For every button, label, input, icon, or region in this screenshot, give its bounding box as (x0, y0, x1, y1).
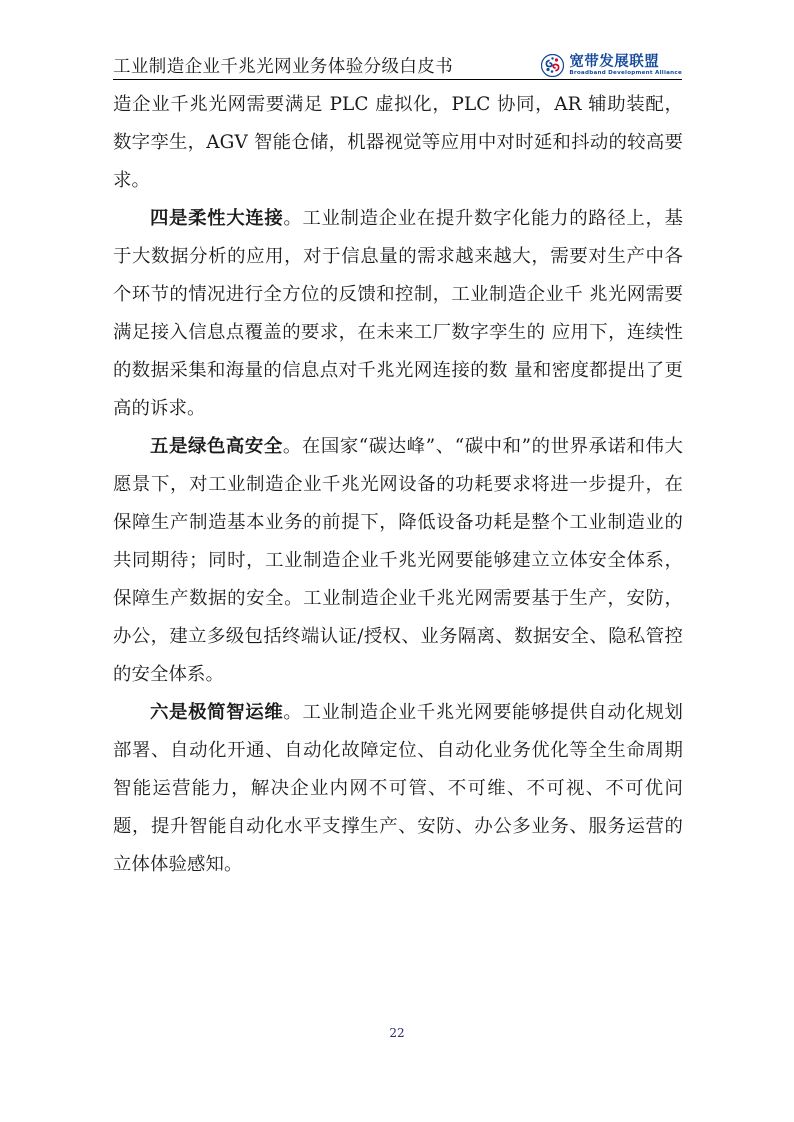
page-footer (0, 1022, 794, 1041)
header-title: 工业制造企业千兆光网业务体验分级白皮书 (113, 57, 454, 77)
document-body (113, 86, 683, 884)
broadband-alliance-logo-icon (541, 54, 564, 77)
paragraph-lead-in: 四是柔性大连接 (150, 208, 284, 229)
paragraph-continued (113, 86, 683, 200)
paragraph-text: 。工业制造企业千兆光网要能够提供自动化规划部署、自动化开通、自动化故障定位、自动化业务优化等全生命周期智能运营能力，解决企业内网不可管、不可维、不可视、不可优问题，提升智能自动化水平支撑生产、安防、办公多业务、服务运营的立体体验感知。 (113, 702, 683, 875)
paragraph-text: 造企业千兆光网需要满足 PLC 虚拟化，PLC 协同，AR 辅助装配，数字孪生，AGV 智能仓储，机器视觉等应用中对时延和抖动的较高要求。 (113, 94, 683, 191)
organization-logo (541, 54, 682, 78)
paragraph-lead-in: 五是绿色高安全 (150, 436, 283, 457)
paragraph-flexible-connection (113, 200, 683, 428)
page-header (113, 46, 682, 78)
paragraph-green-security (113, 428, 683, 694)
header-divider (113, 79, 682, 80)
paragraph-lead-in: 六是极简智运维 (150, 702, 284, 723)
logo-text (569, 55, 682, 77)
paragraph-text: 。工业制造企业在提升数字化能力的路径上，基于大数据分析的应用，对于信息量的需求越来越大，需要对生产中各个环节的情况进行全方位的反馈和控制，工业制造企业千 兆光网需要满足接入信息点覆盖的要求，在未来工厂数字孪生的 应用下，连续性的数据采集和海量的信息点对千兆光网连接的数 量和密度都提出了更高的诉求。 (113, 208, 683, 419)
paragraph-simple-ops (113, 694, 683, 884)
page-number: 22 (389, 1026, 405, 1040)
logo-chinese-name: 宽带发展联盟 (569, 53, 660, 70)
logo-english-name: Broadband Development Alliance (569, 69, 682, 76)
paragraph-text: 。在国家“碳达峰”、“碳中和”的世界承诺和伟大愿景下，对工业制造企业千兆光网设备的功耗要求将进一步提升，在保障生产制造基本业务的前提下，降低设备功耗是整个工业制造业的共同期待；同时，工业制造企业千兆光网要能够建立立体安全体系，保障生产数据的安全。工业制造企业千兆光网需要基于生产，安防，办公，建立多级包括终端认证/授权、业务隔离、数据安全、隐私管控的安全体系。 (113, 436, 683, 685)
